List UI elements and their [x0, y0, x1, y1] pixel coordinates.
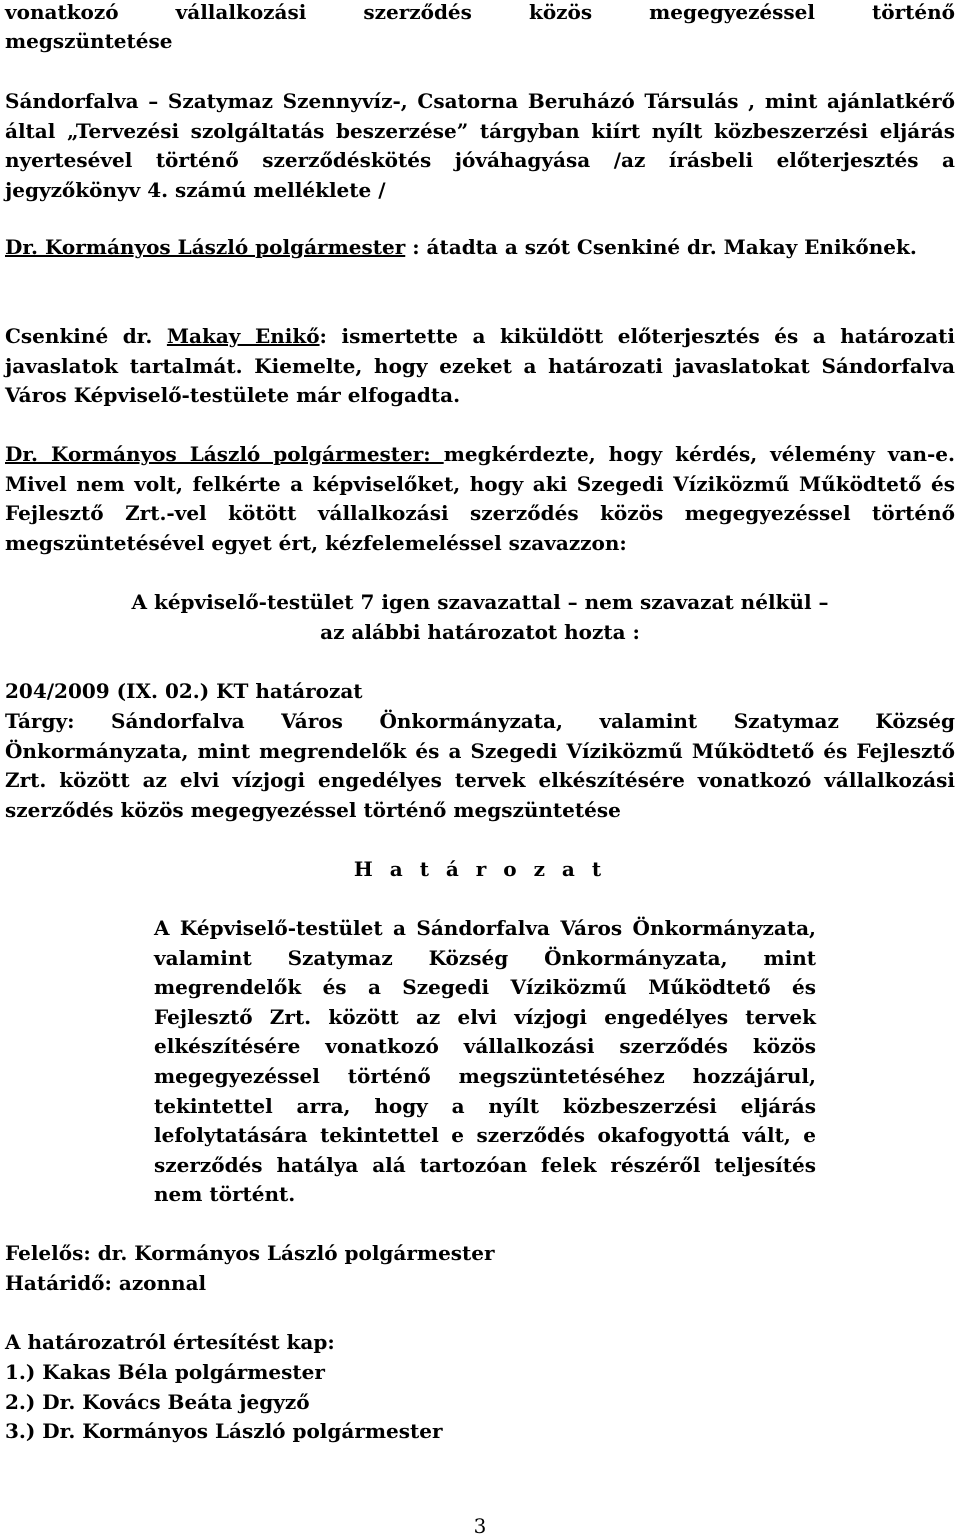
- speaker-name: Dr. Kormányos László polgármester: [5, 235, 406, 259]
- speaker-name: Dr. Kormányos László polgármester:: [5, 442, 444, 466]
- notify-item: 2.) Dr. Kovács Beáta jegyző: [5, 1390, 310, 1414]
- statement-text: megkérdezte, hogy kérdés, vélemény van-e. Mivel nem volt, felkérte a képviselőket, hogy aki Szegedi Víziközmű Működtető és Fejlesztő Zrt.-vel kötött vállalkozási szerződés közös megegyezéssel történő megszüntetésével egyet ért, kézfelemeléssel szavazzon:: [5, 442, 955, 555]
- notify-heading: A határozatról értesítést kap:: [5, 1330, 335, 1354]
- speaker-name-underlined: Makay Enikő: [166, 324, 320, 348]
- resolution-body: A Képviselő-testület a Sándorfalva Város Önkormányzata, valamint Szatymaz Község Önkormányzata, mint megrendelők és a Szegedi Víziközmű Működtető és Fejlesztő Zrt. között az elvi vízjogi engedélyes tervek elkészítésére vonatkozó vállalkozási szerződés közös megegyezéssel történő megszüntetéséhez hozzájárul, tekintettel arra, hogy a nyílt közbeszerzési eljárás lefolytatására tekintettel e szerződés okafogyottá vált, e szerződés hatálya alá tartozóan felek részéről teljesítés nem történt.: [154, 916, 816, 1207]
- vote-line-2: az alábbi határozatot hozta :: [320, 620, 640, 644]
- statement-text: : átadta a szót Csenkiné dr. Makay Enikőnek.: [405, 235, 917, 259]
- responsible-line: Felelős: dr. Kormányos László polgármester: [5, 1241, 495, 1265]
- notify-item: 1.) Kakas Béla polgármester: [5, 1360, 325, 1384]
- speaker-name: Csenkiné dr. Makay Enikő: [5, 324, 320, 348]
- deadline-line: Határidő: azonnal: [5, 1271, 207, 1295]
- intro-line-1: vonatkozó vállalkozási szerződés közös megegyezéssel történő: [5, 0, 955, 24]
- statement-text: : ismertette a kiküldött előterjesztés és a határozati javaslatok tartalmát. Kiemelte, hogy ezeket a határozati javaslatokat Sándorfalva Város Képviselő-testülete már elfogadta.: [5, 324, 955, 408]
- mayor-statement-1: [5, 233, 955, 263]
- resolution-subject: Tárgy: Sándorfalva Város Önkormányzata, valamint Szatymaz Község Önkormányzata, mint megrendelők és a Szegedi Víziközmű Működtető és Fejlesztő Zrt. között az elvi vízjogi engedélyes tervek elkészítésére vonatkozó vállalkozási szerződés közös megegyezéssel történő megszüntetése: [5, 709, 955, 822]
- mayor-statement-2: [5, 440, 955, 558]
- vote-line-1: A képviselő-testület 7 igen szavazattal – nem szavazat nélkül –: [131, 590, 829, 614]
- resolution-number: 204/2009 (IX. 02.) KT határozat: [5, 679, 363, 703]
- notify-item: 3.) Dr. Kormányos László polgármester: [5, 1419, 443, 1443]
- csenkine-statement: [5, 322, 955, 411]
- subject-paragraph: Sándorfalva – Szatymaz Szennyvíz-, Csatorna Beruházó Társulás , mint ajánlatkérő által „Tervezési szolgáltatás beszerzése” tárgyban kiírt nyílt közbeszerzési eljárás nyertesével történő szerződéskötés jóváhagyása /az írásbeli előterjesztés a jegyzőkönyv 4. számú melléklete /: [5, 89, 955, 202]
- page-number: 3: [473, 1514, 487, 1538]
- intro-line-2: megszüntetése: [5, 29, 173, 53]
- resolution-heading: H a t á r o z a t: [353, 857, 607, 881]
